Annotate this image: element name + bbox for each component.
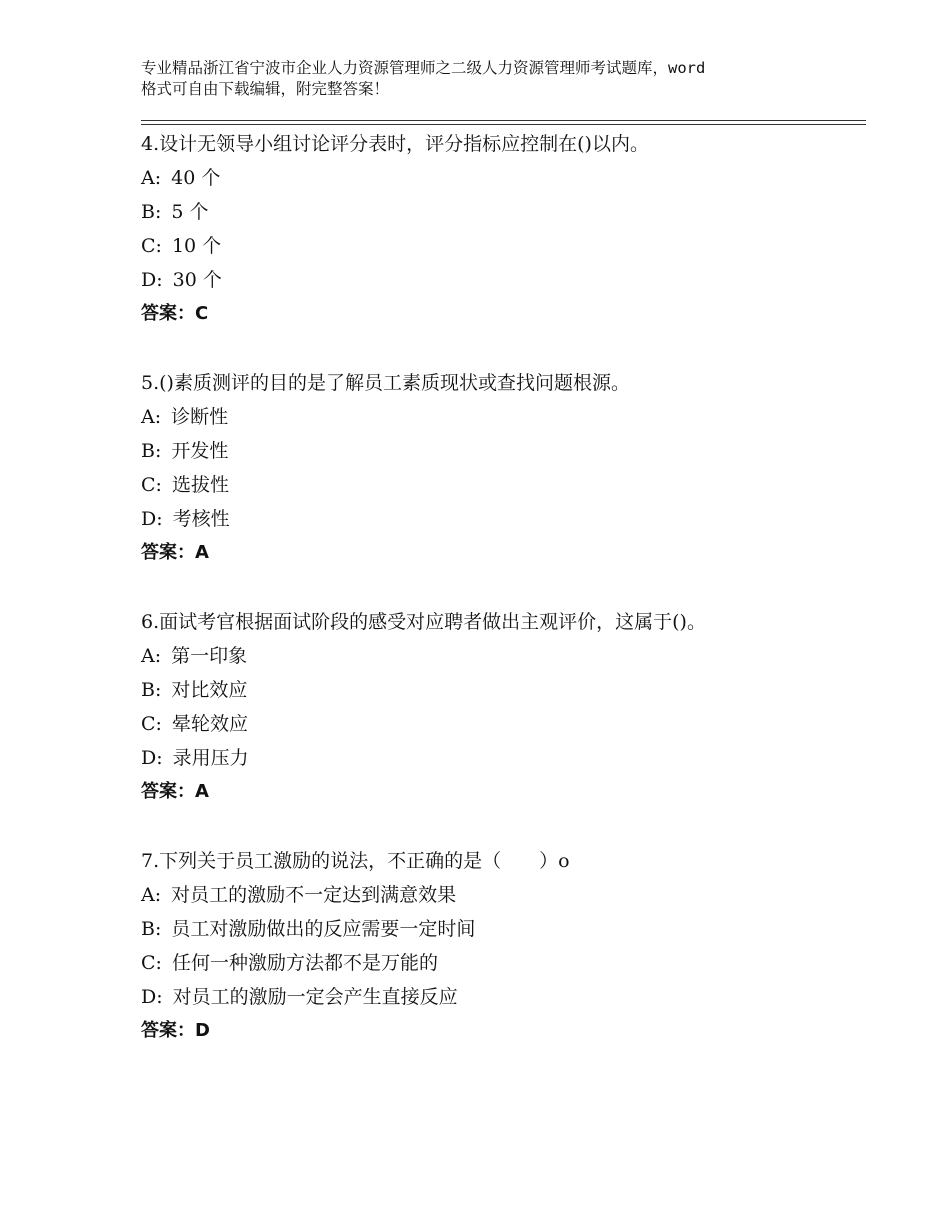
option-b bbox=[141, 195, 861, 229]
option-d bbox=[141, 980, 861, 1014]
option-text: 选拔性 bbox=[171, 474, 229, 496]
option-key: D: bbox=[141, 269, 163, 291]
option-key: D: bbox=[141, 747, 163, 769]
question-6 bbox=[141, 605, 861, 809]
option-c bbox=[141, 229, 861, 263]
header-divider-top bbox=[141, 120, 866, 121]
option-text: 开发性 bbox=[171, 440, 229, 462]
option-key: A: bbox=[141, 167, 162, 189]
option-text: 对比效应 bbox=[171, 679, 248, 701]
option-b bbox=[141, 912, 861, 946]
option-a bbox=[141, 400, 861, 434]
option-text: 对员工的激励不一定达到满意效果 bbox=[171, 884, 457, 906]
option-text: 第一印象 bbox=[171, 645, 248, 667]
question-4 bbox=[141, 127, 861, 331]
option-key: A: bbox=[141, 884, 162, 906]
document-header bbox=[141, 58, 841, 100]
option-key: A: bbox=[141, 406, 162, 428]
header-line-1: 专业精品浙江省宁波市企业人力资源管理师之二级人力资源管理师考试题库，word bbox=[141, 59, 706, 77]
option-b bbox=[141, 673, 861, 707]
option-text: 对员工的激励一定会产生直接反应 bbox=[172, 986, 458, 1008]
option-c bbox=[141, 707, 861, 741]
question-title: 5.()素质测评的目的是了解员工素质现状或查找问题根源。 bbox=[141, 372, 630, 394]
option-key: C: bbox=[141, 235, 162, 257]
question-title: 7.下列关于员工激励的说法，不正确的是（ ）o bbox=[141, 850, 570, 872]
option-text: 员工对激励做出的反应需要一定时间 bbox=[171, 918, 476, 940]
option-text: 考核性 bbox=[172, 508, 230, 530]
option-a bbox=[141, 161, 861, 195]
option-text: 10 个 bbox=[171, 235, 222, 257]
option-text: 40 个 bbox=[171, 167, 221, 189]
answer-label: 答案：A bbox=[141, 542, 209, 563]
header-line-2: 格式可自由下载编辑，附完整答案！ bbox=[141, 80, 390, 98]
answer-label: 答案：D bbox=[141, 1020, 210, 1041]
option-d bbox=[141, 263, 861, 297]
option-text: 晕轮效应 bbox=[171, 713, 248, 735]
option-text: 5 个 bbox=[171, 201, 209, 223]
option-key: B: bbox=[141, 201, 162, 223]
option-d bbox=[141, 741, 861, 775]
option-key: C: bbox=[141, 952, 162, 974]
question-title: 4.设计无领导小组讨论评分表时，评分指标应控制在()以内。 bbox=[141, 133, 649, 155]
option-text: 诊断性 bbox=[171, 406, 229, 428]
option-key: B: bbox=[141, 918, 162, 940]
answer-label: 答案：A bbox=[141, 781, 209, 802]
option-text: 30 个 bbox=[172, 269, 222, 291]
question-7 bbox=[141, 844, 861, 1048]
option-c bbox=[141, 468, 861, 502]
option-b bbox=[141, 434, 861, 468]
option-key: C: bbox=[141, 713, 162, 735]
header-divider-bottom bbox=[141, 124, 866, 125]
option-a bbox=[141, 878, 861, 912]
option-key: C: bbox=[141, 474, 162, 496]
question-title: 6.面试考官根据面试阶段的感受对应聘者做出主观评价，这属于()。 bbox=[141, 611, 706, 633]
answer-label: 答案：C bbox=[141, 303, 209, 324]
question-5 bbox=[141, 366, 861, 570]
option-a bbox=[141, 639, 861, 673]
option-key: D: bbox=[141, 986, 163, 1008]
option-text: 录用压力 bbox=[172, 747, 249, 769]
option-key: D: bbox=[141, 508, 163, 530]
option-key: B: bbox=[141, 440, 162, 462]
option-key: B: bbox=[141, 679, 162, 701]
option-key: A: bbox=[141, 645, 162, 667]
option-d bbox=[141, 502, 861, 536]
option-text: 任何一种激励方法都不是万能的 bbox=[171, 952, 438, 974]
option-c bbox=[141, 946, 861, 980]
